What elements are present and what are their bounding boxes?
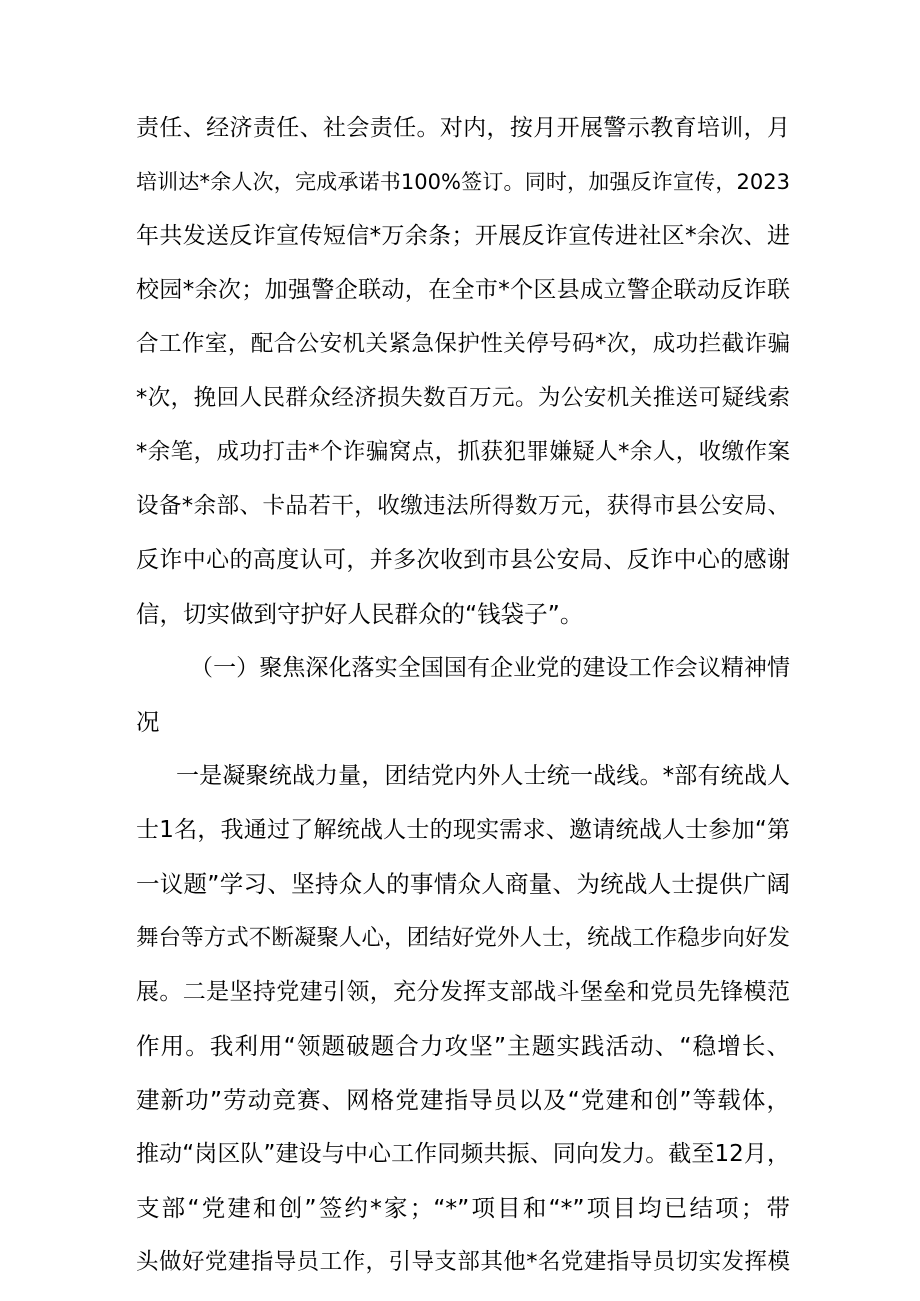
- paragraph-1-line: 合工作室，配合公安机关紧急保护性关停号码*次，成功拦截诈骗: [136, 331, 790, 357]
- paragraph-1-line: 校园*余次；加强警企联动，在全市*个区县成立警企联动反诈联: [136, 277, 790, 303]
- paragraph-2-line: 推动“岗区队”建设与中心工作同频共振、同向发力。截至12月，: [136, 1141, 790, 1167]
- paragraph-2-line: 展。二是坚持党建引领，充分发挥支部战斗堡垒和党员先锋模范: [136, 979, 790, 1005]
- paragraph-2-line: 作用。我利用“领题破题合力攻坚”主题实践活动、“稳增长、: [136, 1032, 790, 1060]
- paragraph-1-line: 责任、经济责任、社会责任。对内，按月开展警示教育培训，月: [136, 115, 790, 141]
- paragraph-1-line: 年共发送反诈宣传短信*万余条；开展反诈宣传进社区*余次、进: [136, 223, 790, 249]
- paragraph-1-line: 培训达*余人次，完成承诺书100%签订。同时，加强反诈宣传，2023: [136, 170, 790, 194]
- paragraph-2-line: 一是凝聚统战力量，团结党内外人士统一战线。*部有统战人: [176, 763, 790, 789]
- paragraph-1-line: 信，切实做到守护好人民群众的“钱袋子”。: [136, 600, 584, 628]
- paragraph-2-line: 舞台等方式不断凝聚人心，团结好党外人士，统战工作稳步向好发: [136, 925, 790, 951]
- section-heading: （一）聚焦深化落实全国国有企业党的建设工作会议精神情: [190, 655, 790, 681]
- paragraph-2-line: 支部“党建和创”签约*家；“*”项目和“*”项目均已结项；带: [136, 1194, 790, 1222]
- paragraph-1-line: 设备*余部、卡品若干，收缴违法所得数万元，获得市县公安局、: [136, 493, 790, 519]
- section-heading: 况: [136, 708, 160, 736]
- paragraph-1-line: *次，挽回人民群众经济损失数百万元。为公安机关推送可疑线索: [136, 385, 790, 411]
- paragraph-2-line: 一议题”学习、坚持众人的事情众人商量、为统战人士提供广阔: [136, 870, 790, 898]
- paragraph-2-line: 头做好党建指导员工作，引导支部其他*名党建指导员切实发挥模: [136, 1249, 790, 1275]
- paragraph-1-line: *余笔，成功打击*个诈骗窝点，抓获犯罪嫌疑人*余人，收缴作案: [136, 439, 790, 465]
- paragraph-2-line: 建新功”劳动竞赛、网格党建指导员以及“党建和创”等载体，: [136, 1086, 790, 1114]
- paragraph-1-line: 反诈中心的高度认可，并多次收到市县公安局、反诈中心的感谢: [136, 547, 790, 573]
- paragraph-2-line: 士1名，我通过了解统战人士的现实需求、邀请统战人士参加“第: [136, 817, 790, 843]
